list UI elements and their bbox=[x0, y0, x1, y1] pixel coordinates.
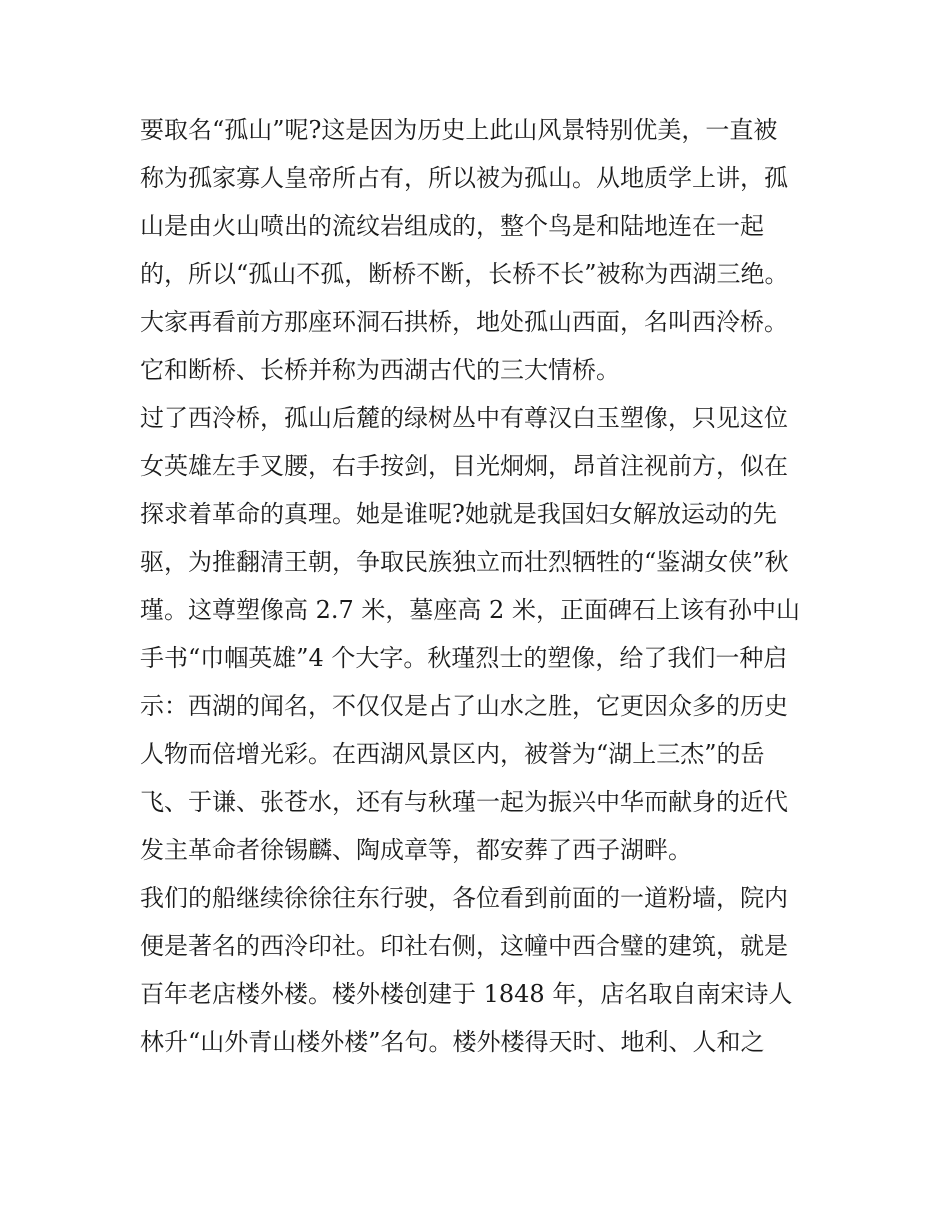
text-line: 示：西湖的闻名，不仅仅是占了山水之胜，它更因众多的历史 bbox=[140, 692, 788, 720]
text-line: 的，所以“孤山不孤，断桥不断，长桥不长”被称为西湖三绝。 bbox=[140, 260, 789, 288]
text-line: 过了西泠桥，孤山后麓的绿树丛中有尊汉白玉塑像，只见这位 bbox=[140, 404, 788, 432]
text-line: 瑾。这尊塑像高 2.7 米，墓座高 2 米，正面碑石上该有孙中山 bbox=[140, 596, 800, 624]
text-line: 探求着革命的真理。她是谁呢?她就是我国妇女解放运动的先 bbox=[140, 500, 777, 528]
text-line: 人物而倍增光彩。在西湖风景区内，被誉为“湖上三杰”的岳 bbox=[140, 740, 765, 768]
text-line: 林升“山外青山楼外楼”名句。楼外楼得天时、地利、人和之 bbox=[140, 1028, 765, 1056]
text-line: 驱，为推翻清王朝，争取民族独立而壮烈牺牲的“鉴湖女侠”秋 bbox=[140, 548, 789, 576]
text-line: 我们的船继续徐徐往东行驶，各位看到前面的一道粉墙，院内 bbox=[140, 884, 788, 912]
text-line: 要取名“孤山”呢?这是因为历史上此山风景特别优美，一直被 bbox=[140, 116, 778, 144]
text-line: 它和断桥、长桥并称为西湖古代的三大情桥。 bbox=[140, 356, 620, 384]
body-text bbox=[140, 106, 830, 1066]
text-line: 称为孤家寡人皇帝所占有，所以被为孤山。从地质学上讲，孤 bbox=[140, 164, 788, 192]
text-line: 手书“巾帼英雄”4 个大字。秋瑾烈士的塑像，给了我们一种启 bbox=[140, 644, 788, 672]
text-line: 女英雄左手叉腰，右手按剑，目光炯炯，昂首注视前方，似在 bbox=[140, 452, 788, 480]
text-line: 飞、于谦、张苍水，还有与秋瑾一起为振兴中华而献身的近代 bbox=[140, 788, 788, 816]
text-line: 便是著名的西泠印社。印社右侧，这幢中西合璧的建筑，就是 bbox=[140, 932, 788, 960]
text-line: 大家再看前方那座环洞石拱桥，地处孤山西面，名叫西泠桥。 bbox=[140, 308, 788, 336]
text-line: 山是由火山喷出的流纹岩组成的，整个鸟是和陆地连在一起 bbox=[140, 212, 764, 240]
text-line: 百年老店楼外楼。楼外楼创建于 1848 年，店名取自南宋诗人 bbox=[140, 980, 793, 1008]
text-line: 发主革命者徐锡麟、陶成章等，都安葬了西子湖畔。 bbox=[140, 836, 692, 864]
